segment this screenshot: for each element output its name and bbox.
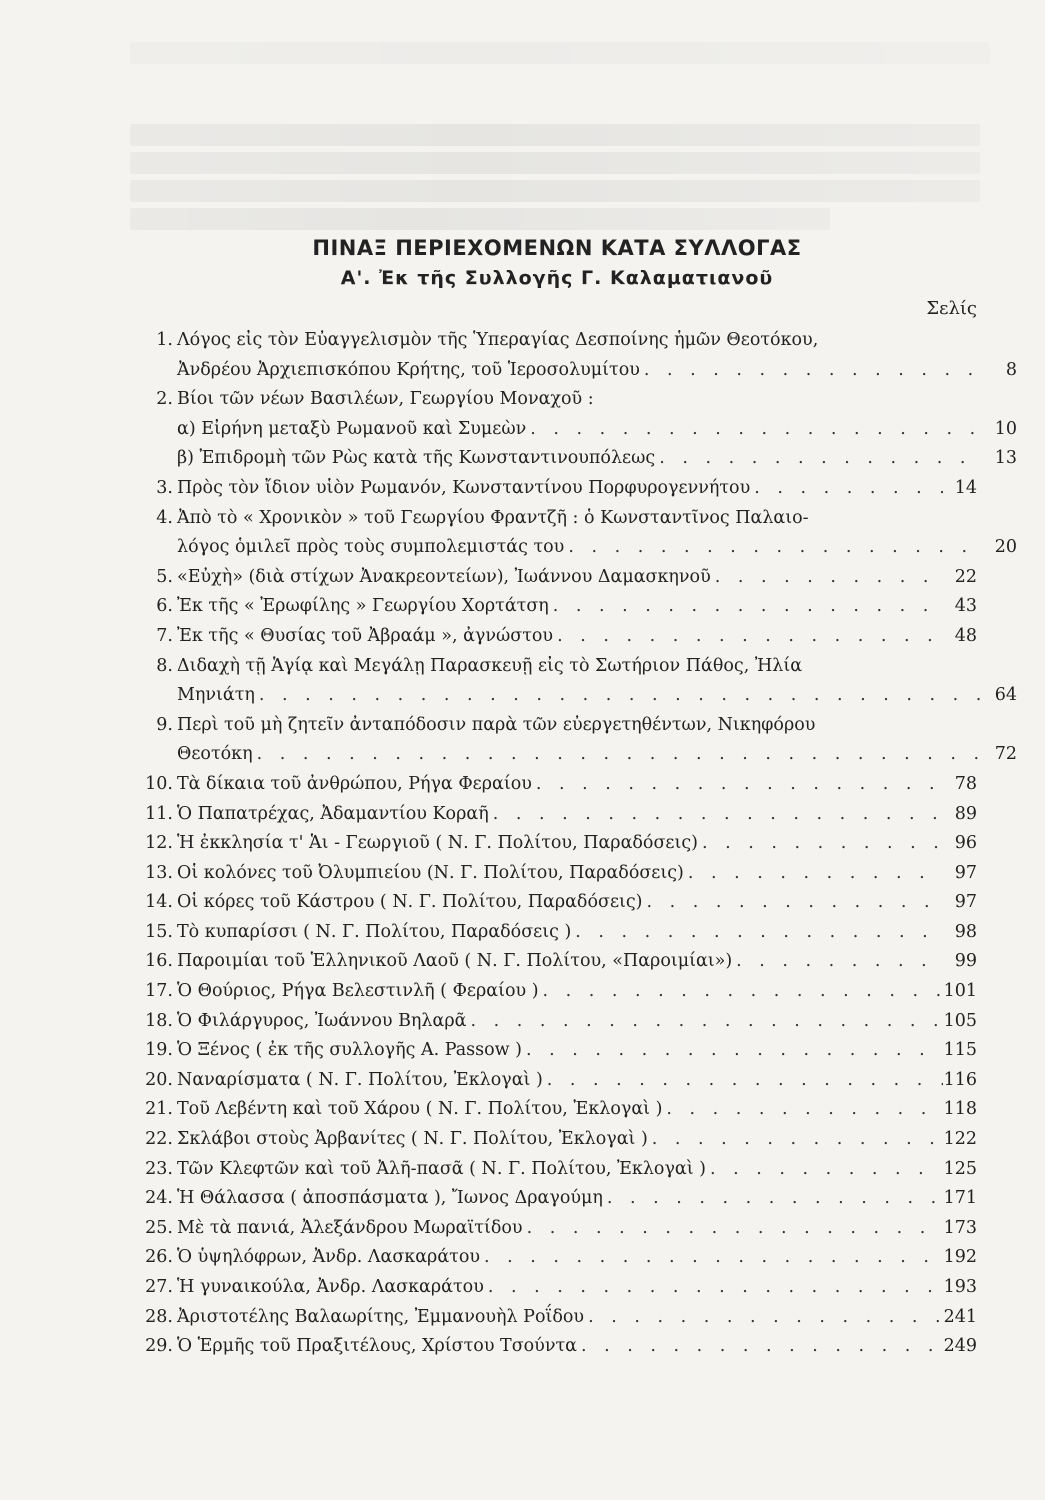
entry-number: 4.: [156, 507, 173, 528]
entry-title: «Εὐχὴ» (διὰ στίχων Ἀνακρεοντείων), Ἰωάννου Δαμασκηνοῦ: [177, 566, 711, 587]
entry-title: Μὲ τὰ πανιά, Ἀλεξάνδρου Μωραϊτίδου: [177, 1217, 523, 1238]
entry-number: 8.: [156, 655, 173, 676]
toc-entry: [137, 1243, 977, 1273]
entry-page: 13: [994, 448, 1017, 469]
leader-dots: [711, 563, 943, 593]
entry-page: 192: [943, 1247, 977, 1268]
entry-number: 28.: [145, 1306, 173, 1327]
entry-number: 2.: [156, 389, 173, 410]
leader-dots: [732, 947, 943, 977]
entry-number: 13.: [145, 862, 173, 883]
entry-title: Τὸ κυπαρίσσι ( Ν. Γ. Πολίτου, Παραδόσεις ): [177, 921, 572, 942]
toc-entry: [137, 947, 977, 977]
bleed-through: [130, 208, 830, 230]
bleed-through: [130, 42, 990, 64]
entry-number: 22.: [145, 1129, 173, 1150]
leader-dots: [655, 444, 983, 474]
leader-dots: [571, 918, 943, 948]
toc-entry: [137, 592, 977, 622]
entry-title: Ἡ Θάλασσα ( ἀποσπάσματα ), Ἴωνος Δραγούμη: [177, 1188, 603, 1209]
entry-number: 6.: [156, 596, 173, 617]
entry-title: Ὁ Ξένος ( ἐκ τῆς συλλογῆς Α. Passow ): [177, 1040, 522, 1061]
toc-entry: [137, 1273, 977, 1303]
entry-title: Ναναρίσματα ( Ν. Γ. Πολίτου, Ἐκλογαὶ ): [177, 1069, 543, 1090]
entry-number: 18.: [145, 1010, 173, 1031]
toc-page: [137, 232, 1017, 1362]
entry-number: 9.: [156, 714, 173, 735]
entry-page: 48: [954, 625, 977, 646]
leader-dots: [523, 1214, 943, 1244]
leader-dots: [532, 770, 943, 800]
toc-entry: [137, 770, 977, 800]
entry-number: 27.: [145, 1277, 173, 1297]
toc-entry: [137, 829, 977, 859]
leader-dots: [480, 1243, 943, 1273]
toc-entry: [137, 1184, 977, 1214]
entry-title: Τὰ δίκαια τοῦ ἀνθρώπου, Ρήγα Φεραίου: [177, 773, 532, 794]
entry-page: 22: [954, 566, 977, 587]
leader-dots: [706, 1155, 943, 1185]
entry-page: 97: [954, 862, 977, 883]
sub-entry-title: α) Εἰρήνη μεταξὺ Ρωμανοῦ καὶ Συμεὼν: [177, 418, 527, 439]
entry-page: 101: [943, 981, 977, 1002]
entry-page: 20: [994, 537, 1017, 558]
entry-title: Οἱ κολόνες τοῦ Ὀλυμπιείου (Ν. Γ. Πολίτου, Παραδόσεις): [177, 862, 684, 883]
entry-number: 14.: [145, 892, 173, 913]
entry-number: 3.: [156, 477, 173, 498]
toc-entry: [137, 1095, 977, 1125]
leader-dots: [466, 1007, 943, 1037]
entry-page: 171: [943, 1188, 977, 1209]
entry-page: 64: [994, 685, 1017, 706]
entry-page: 249: [943, 1336, 977, 1357]
leader-dots: [698, 829, 943, 859]
entry-number: 26.: [145, 1247, 173, 1268]
toc-entry: [137, 918, 977, 948]
entry-title: Οἱ κόρες τοῦ Κάστρου ( Ν. Γ. Πολίτου, Παραδόσεις): [177, 892, 643, 913]
toc-entry: [137, 859, 977, 889]
entry-title: Λόγος εἰς τὸν Εὐαγγελισμὸν τῆς Ὑπεραγίας Δεσποίνης ἡμῶν Θεοτόκου,: [177, 330, 819, 350]
entry-number: 12.: [145, 833, 173, 854]
toc-entry: [137, 504, 1017, 563]
entry-page: 89: [954, 803, 977, 824]
entry-title: Βίοι τῶν νέων Βασιλέων, Γεωργίου Μοναχοῦ :: [177, 389, 594, 410]
toc-entry: [137, 711, 1017, 770]
entry-page: 118: [943, 1099, 977, 1120]
bleed-through: [130, 152, 980, 174]
entry-title: Ἡ ἐκκλησία τ' Ἁι - Γεωργιοῦ ( Ν. Γ. Πολίτου, Παραδόσεις): [177, 833, 698, 854]
entry-number: 5.: [156, 566, 173, 587]
entry-number: 15.: [145, 921, 173, 942]
leader-dots: [577, 1332, 943, 1362]
leader-dots: [553, 622, 943, 652]
toc-list: [137, 326, 1017, 1362]
entry-page: 116: [943, 1069, 977, 1090]
entry-title: Παροιμίαι τοῦ Ἑλληνικοῦ Λαοῦ ( Ν. Γ. Πολίτου, «Παροιμίαι»): [177, 951, 733, 972]
entry-title: Ἀπὸ τὸ « Χρονικὸν » τοῦ Γεωργίου Φραντζῆ : ὁ Κωνσταντῖνος Παλαιο-: [177, 507, 809, 528]
toc-entry: [137, 622, 977, 652]
entry-title-continued: Μηνιάτη: [177, 685, 255, 706]
page-title: ΠΙΝΑΞ ΠΕΡΙΕΧΟΜΕΝΩΝ ΚΑΤΑ ΣΥΛΛΟΓΑΣ: [312, 236, 802, 260]
entry-number: 21.: [145, 1099, 173, 1120]
leader-dots: [543, 1066, 943, 1096]
toc-entry: [137, 977, 977, 1007]
entry-number: 23.: [145, 1158, 173, 1179]
entry-number: 11.: [145, 803, 173, 824]
entry-title: Πρὸς τὸν ἴδιον υἱὸν Ρωμανόν, Κωνσταντίνου Πορφυρογεννήτου: [177, 477, 751, 498]
leader-dots: [539, 977, 943, 1007]
entry-title: Σκλάβοι στοὺς Ἀρβανίτες ( Ν. Γ. Πολίτου, Ἐκλογαὶ ): [177, 1129, 648, 1150]
leader-dots: [750, 474, 943, 504]
leader-dots: [684, 859, 943, 889]
entry-page: 105: [943, 1010, 977, 1031]
entry-number: 25.: [145, 1217, 173, 1238]
entry-number: 16.: [145, 951, 173, 972]
toc-entry: [137, 1036, 977, 1066]
entry-title: Ὁ ὑψηλόφρων, Ἀνδρ. Λασκαράτου: [177, 1247, 480, 1268]
bleed-through: [130, 124, 980, 146]
entry-page: 8: [1005, 359, 1017, 380]
entry-number: 29.: [145, 1336, 173, 1357]
entry-title: Ἀριστοτέλης Βαλαωρίτης, Ἐμμανουὴλ Ροΐδου: [177, 1306, 585, 1327]
entry-title: Περὶ τοῦ μὴ ζητεῖν ἀνταπόδοσιν παρὰ τῶν εὐεργετηθέντων, Νικηφόρου: [177, 714, 816, 735]
entry-title: Ὁ Παπατρέχας, Ἀδαμαντίου Κοραῆ: [177, 803, 489, 824]
leader-dots: [522, 1036, 943, 1066]
toc-entry: [137, 652, 1017, 711]
leader-dots: [603, 1184, 943, 1214]
entry-title: Διδαχὴ τῇ Ἁγίᾳ καὶ Μεγάλῃ Παρασκευῇ εἰς τὸ Σωτήριον Πάθος, Ἠλία: [177, 655, 803, 676]
entry-number: 1.: [156, 330, 173, 350]
toc-entry: [137, 563, 977, 593]
entry-title: Ἐκ τῆς « Ἐρωφίλης » Γεωργίου Χορτάτση: [177, 596, 549, 617]
toc-entry: [137, 1303, 977, 1333]
leader-dots: [253, 740, 983, 770]
entry-page: 72: [994, 744, 1017, 765]
entry-title-continued: Ἀνδρέου Ἀρχιεπισκόπου Κρήτης, τοῦ Ἱεροσολυμίτου: [177, 359, 640, 380]
leader-dots: [526, 415, 983, 445]
entry-title-continued: λόγος ὁμιλεῖ πρὸς τοὺς συμπολεμιστάς του: [177, 537, 565, 558]
entry-page: 97: [954, 892, 977, 913]
entry-title: Ὁ Φιλάργυρος, Ἰωάννου Βηλαρᾶ: [177, 1010, 467, 1031]
page-column-label: Σελίς: [926, 298, 977, 319]
leader-dots: [549, 592, 943, 622]
toc-entry: [137, 1214, 977, 1244]
toc-entry: [137, 474, 977, 504]
toc-entry: [137, 1332, 977, 1362]
entry-page: 125: [943, 1158, 977, 1179]
collection-subtitle: Α'. Ἐκ τῆς Συλλογῆς Γ. Καλαματιανοῦ: [340, 267, 774, 289]
toc-entry: [137, 888, 977, 918]
entry-page: 115: [943, 1040, 977, 1061]
entry-title: Ἡ γυναικούλα, Ἀνδρ. Λασκαράτου: [177, 1277, 484, 1297]
entry-number: 10.: [145, 773, 173, 794]
entry-page: 14: [954, 477, 977, 498]
entry-number: 17.: [145, 981, 173, 1002]
toc-entry: [137, 1066, 977, 1096]
leader-dots: [662, 1095, 943, 1125]
entry-title: Τοῦ Λεβέντη καὶ τοῦ Χάρου ( Ν. Γ. Πολίτου, Ἐκλογαὶ ): [177, 1099, 663, 1120]
entry-page: 122: [943, 1129, 977, 1150]
leader-dots: [564, 533, 983, 563]
leader-dots: [489, 800, 943, 830]
entry-number: 7.: [156, 625, 173, 646]
entry-page: 96: [954, 833, 977, 854]
entry-page: 43: [954, 596, 977, 617]
entry-title: Ἐκ τῆς « Θυσίας τοῦ Ἀβραάμ », ἀγνώστου: [177, 625, 554, 646]
entry-title-continued: Θεοτόκη: [177, 744, 253, 765]
entry-title: Τῶν Κλεφτῶν καὶ τοῦ Ἀλῆ-πασᾶ ( Ν. Γ. Πολίτου, Ἐκλογαὶ ): [177, 1158, 706, 1179]
bleed-through: [130, 180, 980, 202]
leader-dots: [255, 681, 983, 711]
toc-entry: [137, 800, 977, 830]
entry-page: 98: [954, 921, 977, 942]
entry-page: 99: [954, 951, 977, 972]
entry-page: 78: [954, 773, 977, 794]
entry-title: Ὁ Θούριος, Ρήγα Βελεστινλῆ ( Φεραίου ): [177, 981, 539, 1002]
sub-entry-title: β) Ἐπιδρομὴ τῶν Ρὼς κατὰ τῆς Κωνσταντινουπόλεως: [177, 448, 656, 469]
toc-entry: [137, 385, 1017, 474]
leader-dots: [584, 1303, 943, 1333]
toc-entry: [137, 1125, 977, 1155]
entry-page: 193: [943, 1277, 977, 1297]
leader-dots: [484, 1273, 943, 1303]
leader-dots: [640, 356, 983, 386]
leader-dots: [648, 1125, 943, 1155]
entry-page: 241: [943, 1306, 977, 1327]
toc-entry: [137, 326, 1017, 385]
entry-number: 19.: [145, 1040, 173, 1061]
entry-page: 10: [994, 418, 1017, 439]
entry-number: 20.: [145, 1069, 173, 1090]
leader-dots: [643, 888, 943, 918]
toc-entry: [137, 1155, 977, 1185]
entry-number: 24.: [145, 1188, 173, 1209]
entry-page: 173: [943, 1217, 977, 1238]
entry-title: Ὁ Ἑρμῆς τοῦ Πραξιτέλους, Χρίστου Τσούντα: [177, 1336, 577, 1357]
toc-entry: [137, 1007, 977, 1037]
